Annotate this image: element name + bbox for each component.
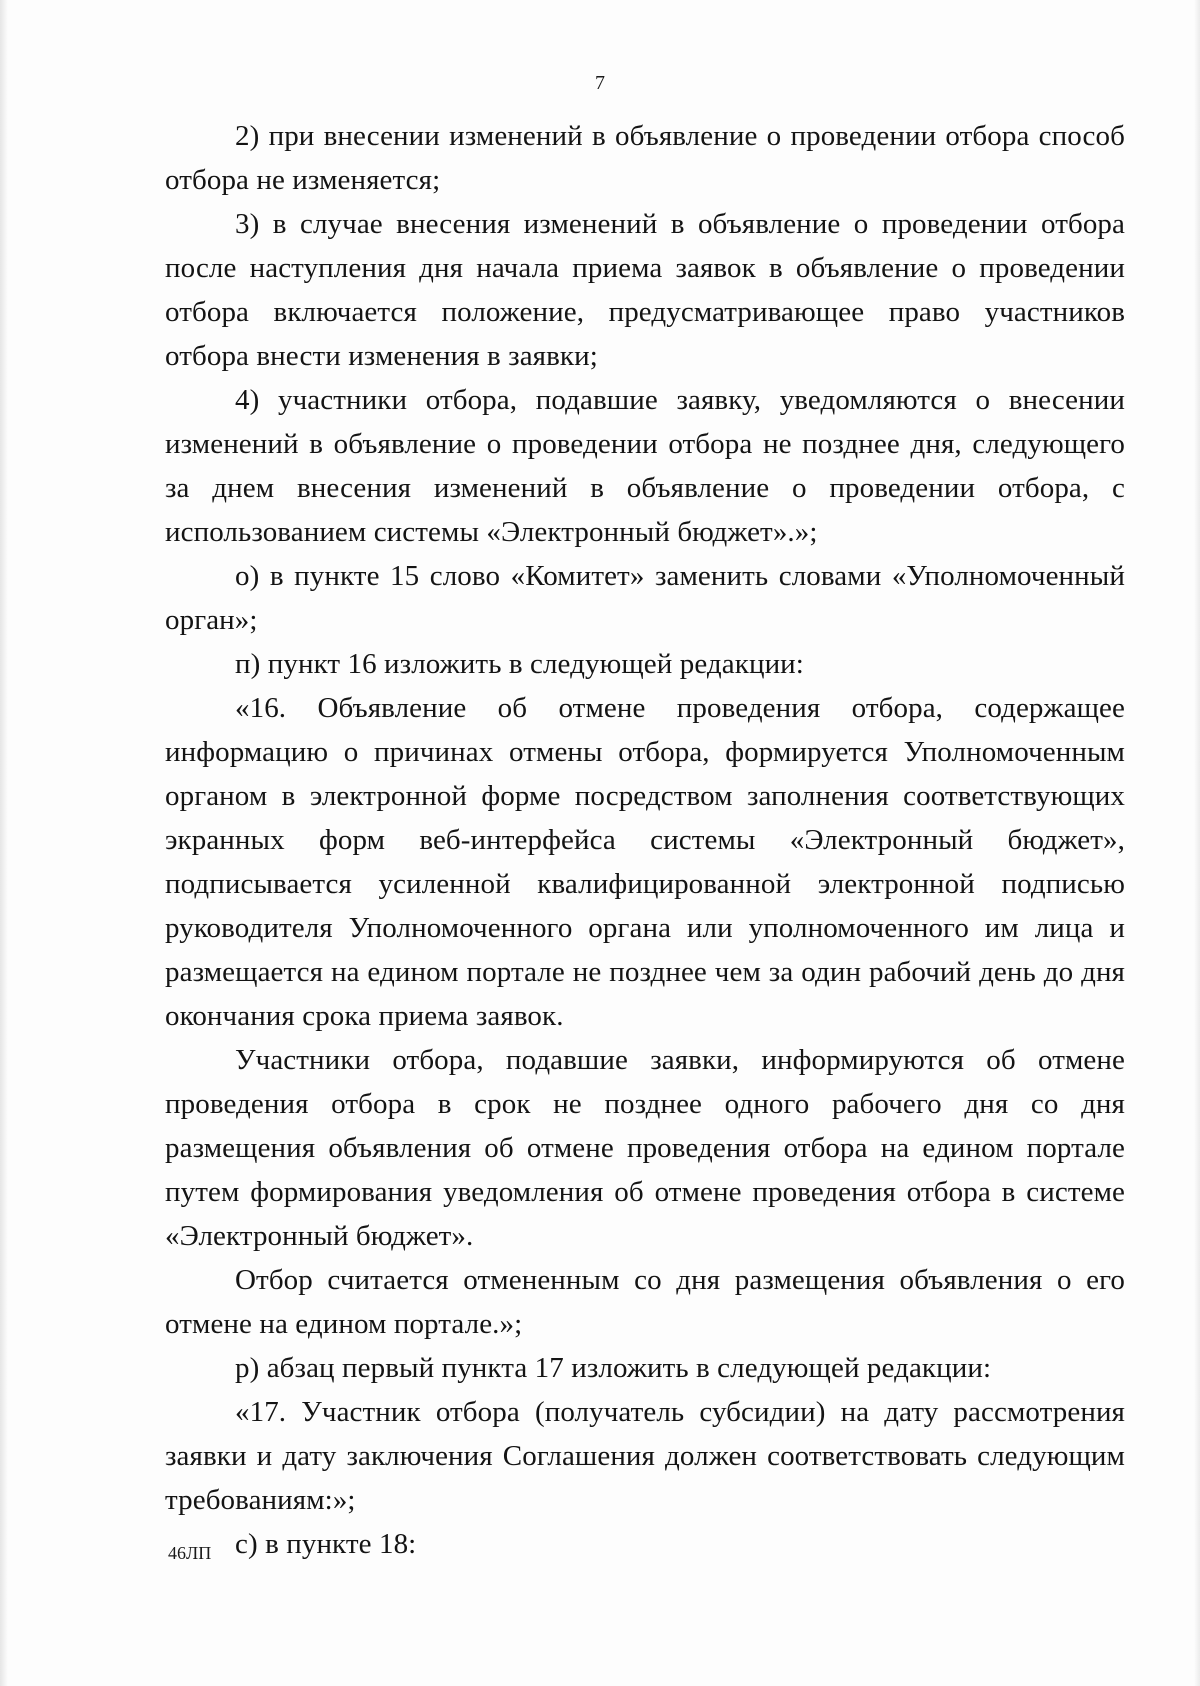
- paragraph-subitem-s: с) в пункте 18:: [235, 1528, 417, 1560]
- paragraph-participants-informed: Участники отбора, подавшие заявки, информируются об отмене проведения отбора в срок не позднее одного рабочего дня со дня размещения объявления об отмене проведения отбора на едином портале путем формирования уведомления об отмене проведения отбора в системе «Электронный бюджет».: [165, 1044, 1125, 1252]
- paragraph-item-2: 2) при внесении изменений в объявление о проведении отбора способ отбора не изменяется;: [165, 120, 1125, 196]
- paragraph-selection-cancelled: Отбор считается отмененным со дня размещения объявления о его отмене на едином портале.»;: [165, 1264, 1125, 1340]
- document-body: [165, 114, 1125, 1566]
- page-number: 7: [595, 72, 605, 94]
- paragraph-subitem-o: о) в пункте 15 слово «Комитет» заменить словами «Уполномоченный орган»;: [165, 560, 1125, 636]
- paragraph-clause-16: «16. Объявление об отмене проведения отбора, содержащее информацию о причинах отмены отбора, формируется Уполномоченным органом в электронной форме посредством заполнения соответствующих экранных форм веб-интерфейса системы «Электронный бюджет», подписывается усиленной квалифицированной электронной подписью руководителя Уполномоченного органа или уполномоченного им лица и размещается на едином портале не позднее чем за один рабочий день до дня окончания срока приема заявок.: [165, 692, 1125, 1032]
- paragraph-clause-17: «17. Участник отбора (получатель субсидии) на дату рассмотрения заявки и дату заключения Соглашения должен соответствовать следующим требованиям:»;: [165, 1396, 1125, 1516]
- paragraph-item-4: 4) участники отбора, подавшие заявку, уведомляются о внесении изменений в объявление о проведении отбора не позднее дня, следующего за днем внесения изменений в объявление о проведении отбора, с использованием системы «Электронный бюджет».»;: [165, 384, 1125, 548]
- paragraph-item-3: 3) в случае внесения изменений в объявление о проведении отбора после наступления дня начала приема заявок в объявление о проведении отбора включается положение, предусматривающее право участников отбора внести изменения в заявки;: [165, 208, 1125, 372]
- footer-document-code: 46ЛП: [168, 1543, 212, 1563]
- paragraph-subitem-p: п) пункт 16 изложить в следующей редакции:: [235, 648, 804, 680]
- scan-edge-right: [1194, 0, 1200, 1686]
- paragraph-subitem-r: р) абзац первый пункта 17 изложить в следующей редакции:: [235, 1352, 992, 1384]
- scan-edge-left: [0, 0, 8, 1686]
